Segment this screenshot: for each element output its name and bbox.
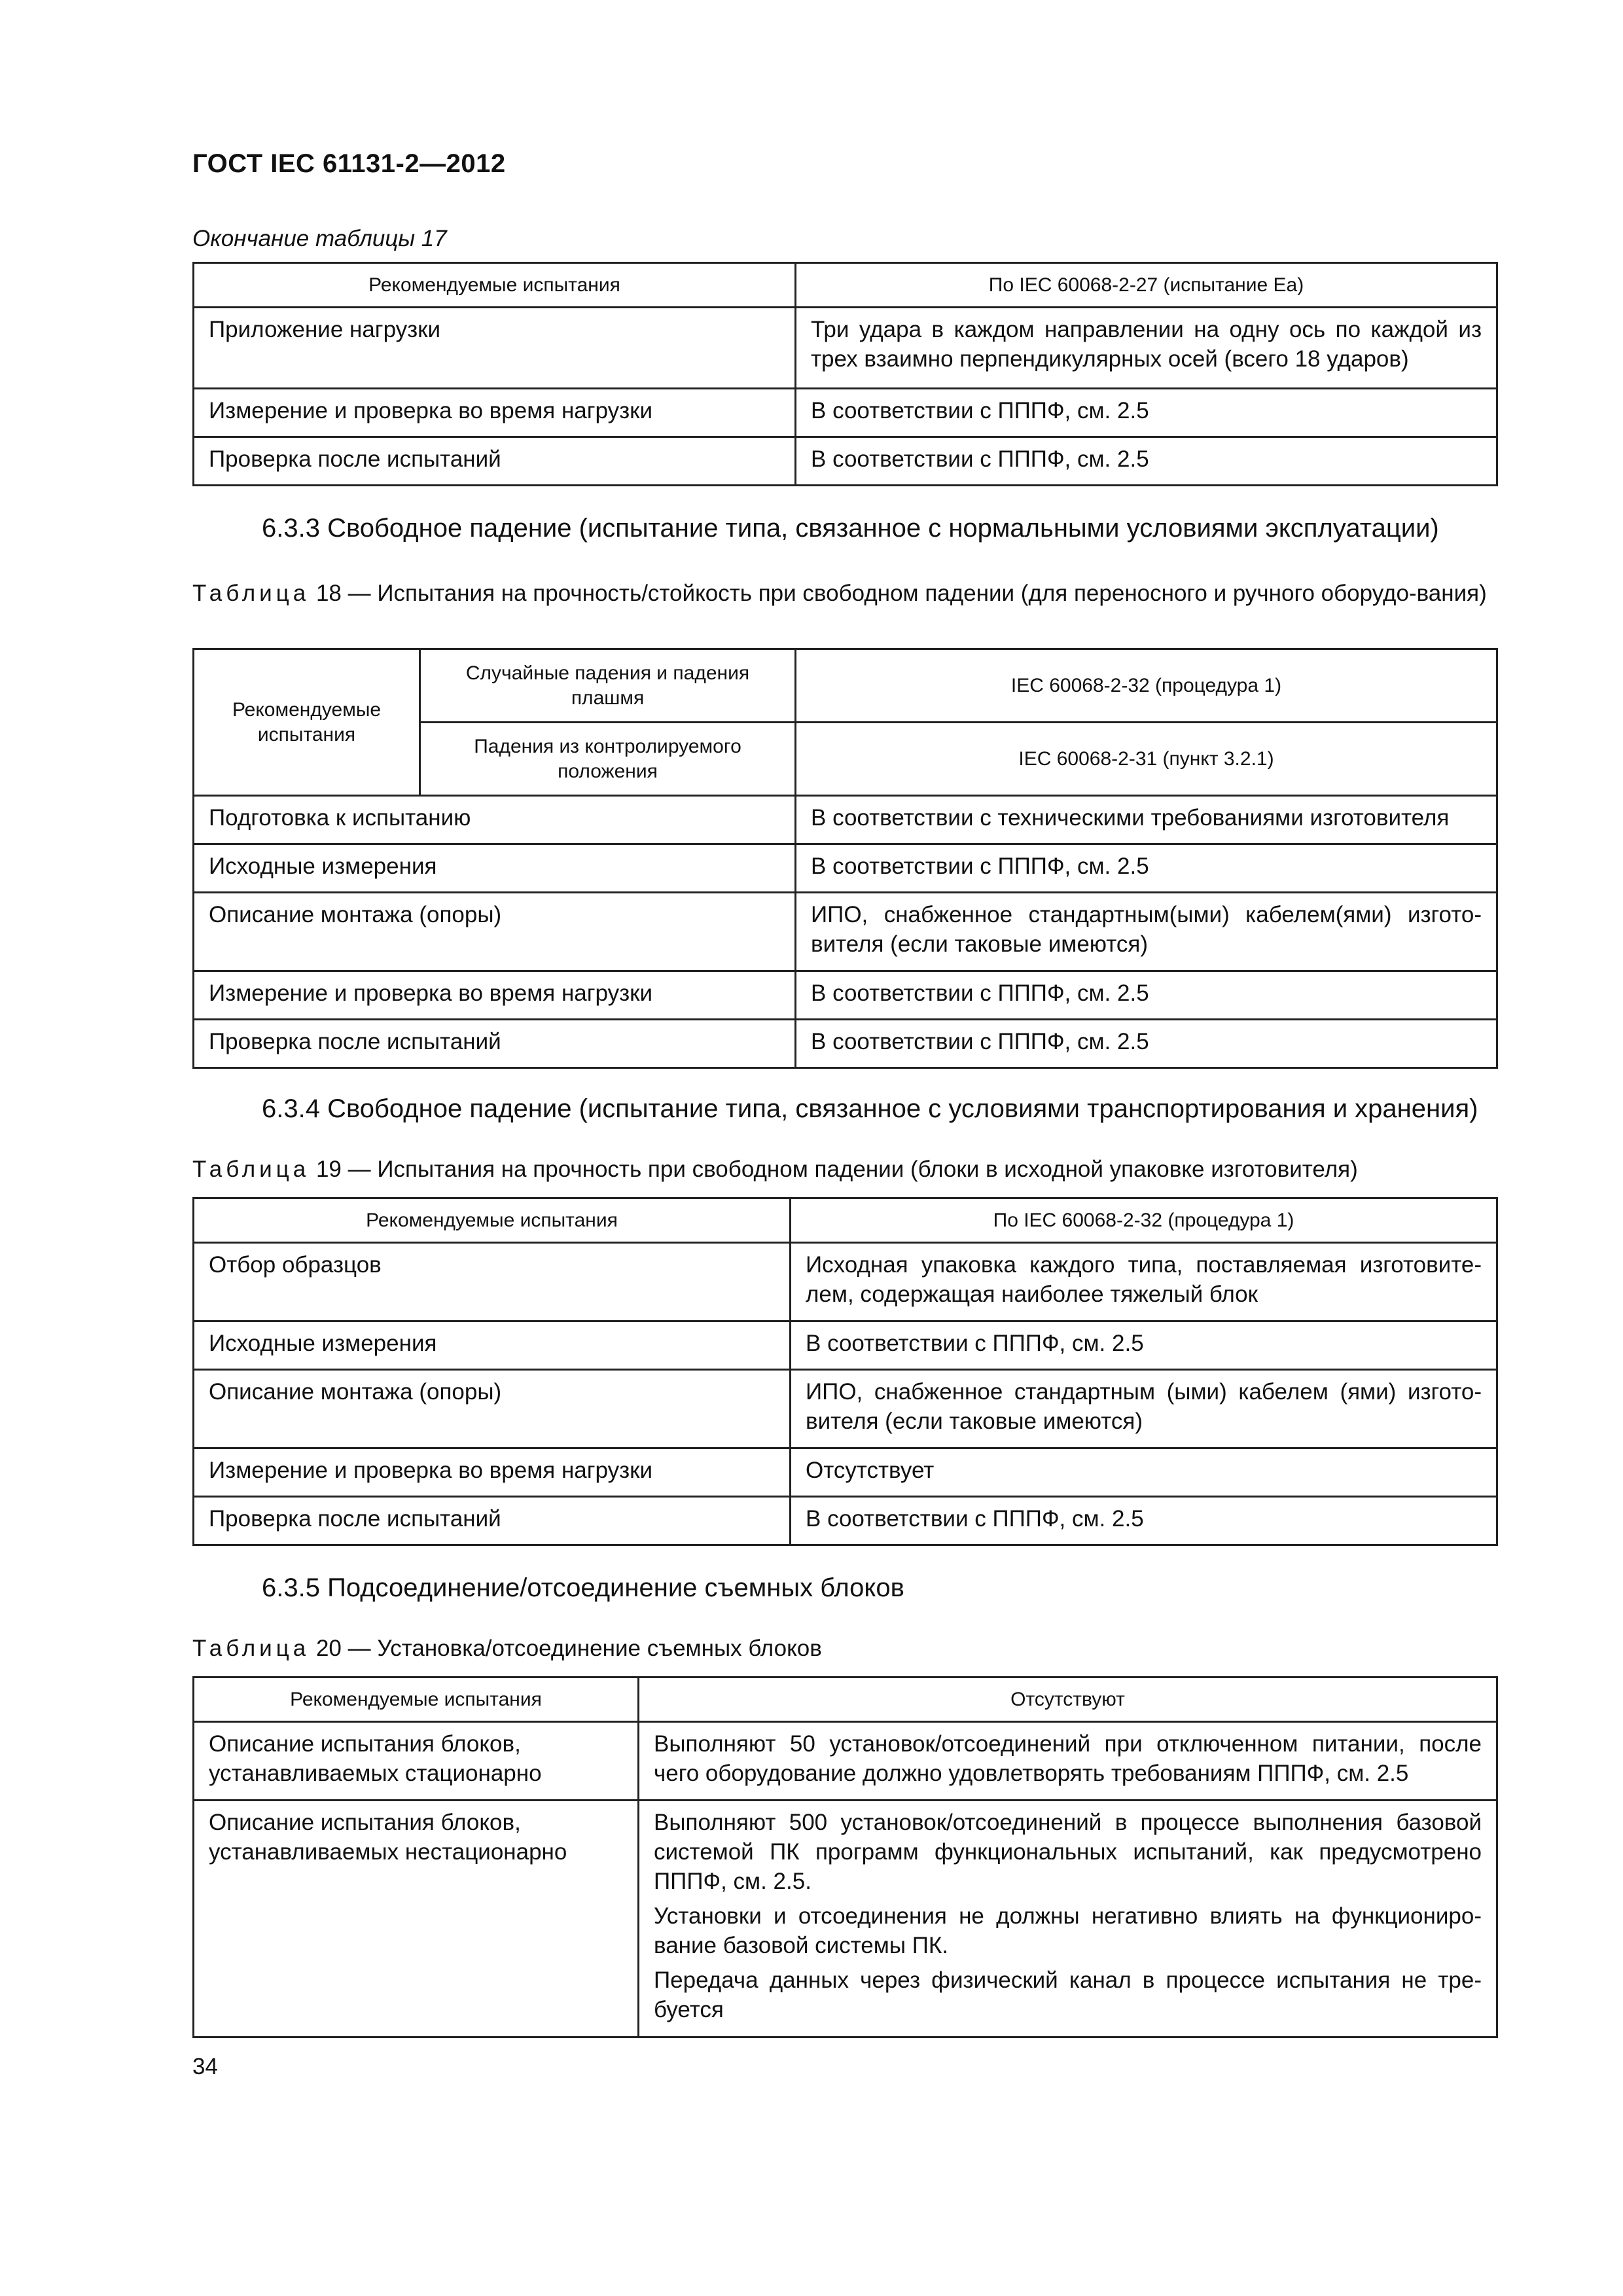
table-header-cell: Отсутствуют <box>639 1677 1497 1722</box>
table-cell: Измерение и проверка во время нагрузки <box>194 971 796 1020</box>
table-cell: Измерение и проверка во время нагрузки <box>194 389 796 437</box>
table-cell: Описание монтажа (опоры) <box>194 893 796 971</box>
table-17 <box>192 262 1498 486</box>
table-row <box>194 389 1497 437</box>
table-label: Таблица <box>192 581 310 606</box>
table-20 <box>192 1676 1498 2038</box>
page-number: 34 <box>192 2054 218 2079</box>
table-row <box>194 844 1497 893</box>
table-row <box>194 308 1497 389</box>
table-cell: ИПО, снабженное стандартным (ыми) кабелем (ями) изгото-вителя (если таковые имеются) <box>791 1370 1497 1448</box>
table-20-caption <box>192 1634 1495 1664</box>
table-cell: Исходная упаковка каждого типа, поставляемая изготовите-лем, содержащая наиболее тяжелый блок <box>791 1243 1497 1321</box>
table-cell: Описание испытания блоков, устанавливаемых стационарно <box>194 1722 639 1801</box>
table-cell <box>639 1801 1497 2037</box>
table-header-cell: Случайные падения и падения плашмя <box>420 649 796 723</box>
table-cell: В соответствии с ПППФ, см. 2.5 <box>791 1497 1497 1545</box>
table-row <box>194 1448 1497 1497</box>
table-19-caption <box>192 1155 1495 1185</box>
table-row <box>194 1321 1497 1370</box>
table-cell: В соответствии с ПППФ, см. 2.5 <box>796 844 1497 893</box>
table-row <box>194 796 1497 844</box>
section-heading-6-3-4: 6.3.4 Свободное падение (испытание типа, связанное с условиями транспортирования и хранения) <box>262 1094 1478 1123</box>
table-row <box>194 1722 1497 1801</box>
table-19 <box>192 1197 1498 1546</box>
table-cell: Исходные измерения <box>194 844 796 893</box>
cell-paragraph: Установки и отсоединения не должны негативно влиять на функциониро-вание базовой системы ПК. <box>654 1903 1482 1958</box>
table-cell: В соответствии с ПППФ, см. 2.5 <box>796 389 1497 437</box>
table-cell: В соответствии с ПППФ, см. 2.5 <box>796 971 1497 1020</box>
table-caption-text: 18 — Испытания на прочность/стойкость при свободном падении (для переносного и ручного оборудо-вания) <box>310 581 1487 606</box>
table-row <box>194 893 1497 971</box>
table-caption-text: 20 — Установка/отсоединение съемных блоков <box>310 1636 822 1661</box>
table-cell: В соответствии с ПППФ, см. 2.5 <box>796 437 1497 486</box>
table-cell: Приложение нагрузки <box>194 308 796 389</box>
section-heading-6-3-5: 6.3.5 Подсоединение/отсоединение съемных блоков <box>262 1573 904 1602</box>
table-cell: Отсутствует <box>791 1448 1497 1497</box>
table-cell: В соответствии с техническими требованиями изготовителя <box>796 796 1497 844</box>
table-row <box>194 1497 1497 1545</box>
table-cell: ИПО, снабженное стандартным(ыми) кабелем(ями) изгото-вителя (если таковые имеются) <box>796 893 1497 971</box>
table-cell: Исходные измерения <box>194 1321 791 1370</box>
table-header-row <box>194 1677 1497 1722</box>
table-row <box>194 1020 1497 1068</box>
table-row <box>194 971 1497 1020</box>
table-cell: Проверка после испытаний <box>194 1497 791 1545</box>
table-header-cell: Рекомендуемые испытания <box>194 263 796 308</box>
table-header-cell: Рекомендуемые испытания <box>194 1677 639 1722</box>
table-row <box>194 1243 1497 1321</box>
table-cell: Описание монтажа (опоры) <box>194 1370 791 1448</box>
table-caption-text: 19 — Испытания на прочность при свободном падении (блоки в исходной упаковке изготовителя) <box>310 1157 1358 1182</box>
table-17-continuation-caption: Окончание таблицы 17 <box>192 226 447 251</box>
table-cell: В соответствии с ПППФ, см. 2.5 <box>791 1321 1497 1370</box>
table-header-cell: IEC 60068-2-32 (процедура 1) <box>796 649 1497 723</box>
table-cell: Выполняют 50 установок/отсоединений при отключенном питании, после чего оборудование должно удовлетворять требованиям ПППФ, см. 2.5 <box>639 1722 1497 1801</box>
table-cell: Измерение и проверка во время нагрузки <box>194 1448 791 1497</box>
table-cell: Отбор образцов <box>194 1243 791 1321</box>
table-cell: Проверка после испытаний <box>194 1020 796 1068</box>
section-heading-6-3-3: 6.3.3 Свободное падение (испытание типа, связанное с нормальными условиями эксплуатации) <box>262 514 1439 543</box>
table-cell: Подготовка к испытанию <box>194 796 796 844</box>
table-row <box>194 437 1497 486</box>
table-label: Таблица <box>192 1636 310 1661</box>
table-header-cell: IEC 60068-2-31 (пункт 3.2.1) <box>796 723 1497 796</box>
table-header-cell: Рекомендуемые испытания <box>194 649 420 796</box>
table-header-cell: Падения из контролируемого положения <box>420 723 796 796</box>
table-header-row <box>194 1198 1497 1243</box>
document-header: ГОСТ IEC 61131-2—2012 <box>192 149 506 178</box>
table-label: Таблица <box>192 1157 310 1182</box>
table-row <box>194 1801 1497 2037</box>
cell-paragraph: Передача данных через физический канал в процессе испытания не тре-буется <box>654 1967 1482 2022</box>
table-header-cell: По IEC 60068-2-27 (испытание Ea) <box>796 263 1497 308</box>
table-header-row <box>194 649 1497 723</box>
table-header-row <box>194 263 1497 308</box>
table-header-cell: По IEC 60068-2-32 (процедура 1) <box>791 1198 1497 1243</box>
table-header-cell: Рекомендуемые испытания <box>194 1198 791 1243</box>
table-18-caption <box>192 579 1495 609</box>
table-cell: В соответствии с ПППФ, см. 2.5 <box>796 1020 1497 1068</box>
table-18 <box>192 648 1498 1069</box>
cell-paragraph: Выполняют 500 установок/отсоединений в процессе выполнения базовой системой ПК программ функциональных испытаний, как предусмотрено ПППФ, см. 2.5. <box>654 1810 1482 1894</box>
table-cell: Три удара в каждом направлении на одну ось по каждой из трех взаимно перпендикулярных осей (всего 18 ударов) <box>796 308 1497 389</box>
table-cell: Описание испытания блоков, устанавливаемых нестационарно <box>194 1801 639 2037</box>
table-row <box>194 1370 1497 1448</box>
table-cell: Проверка после испытаний <box>194 437 796 486</box>
